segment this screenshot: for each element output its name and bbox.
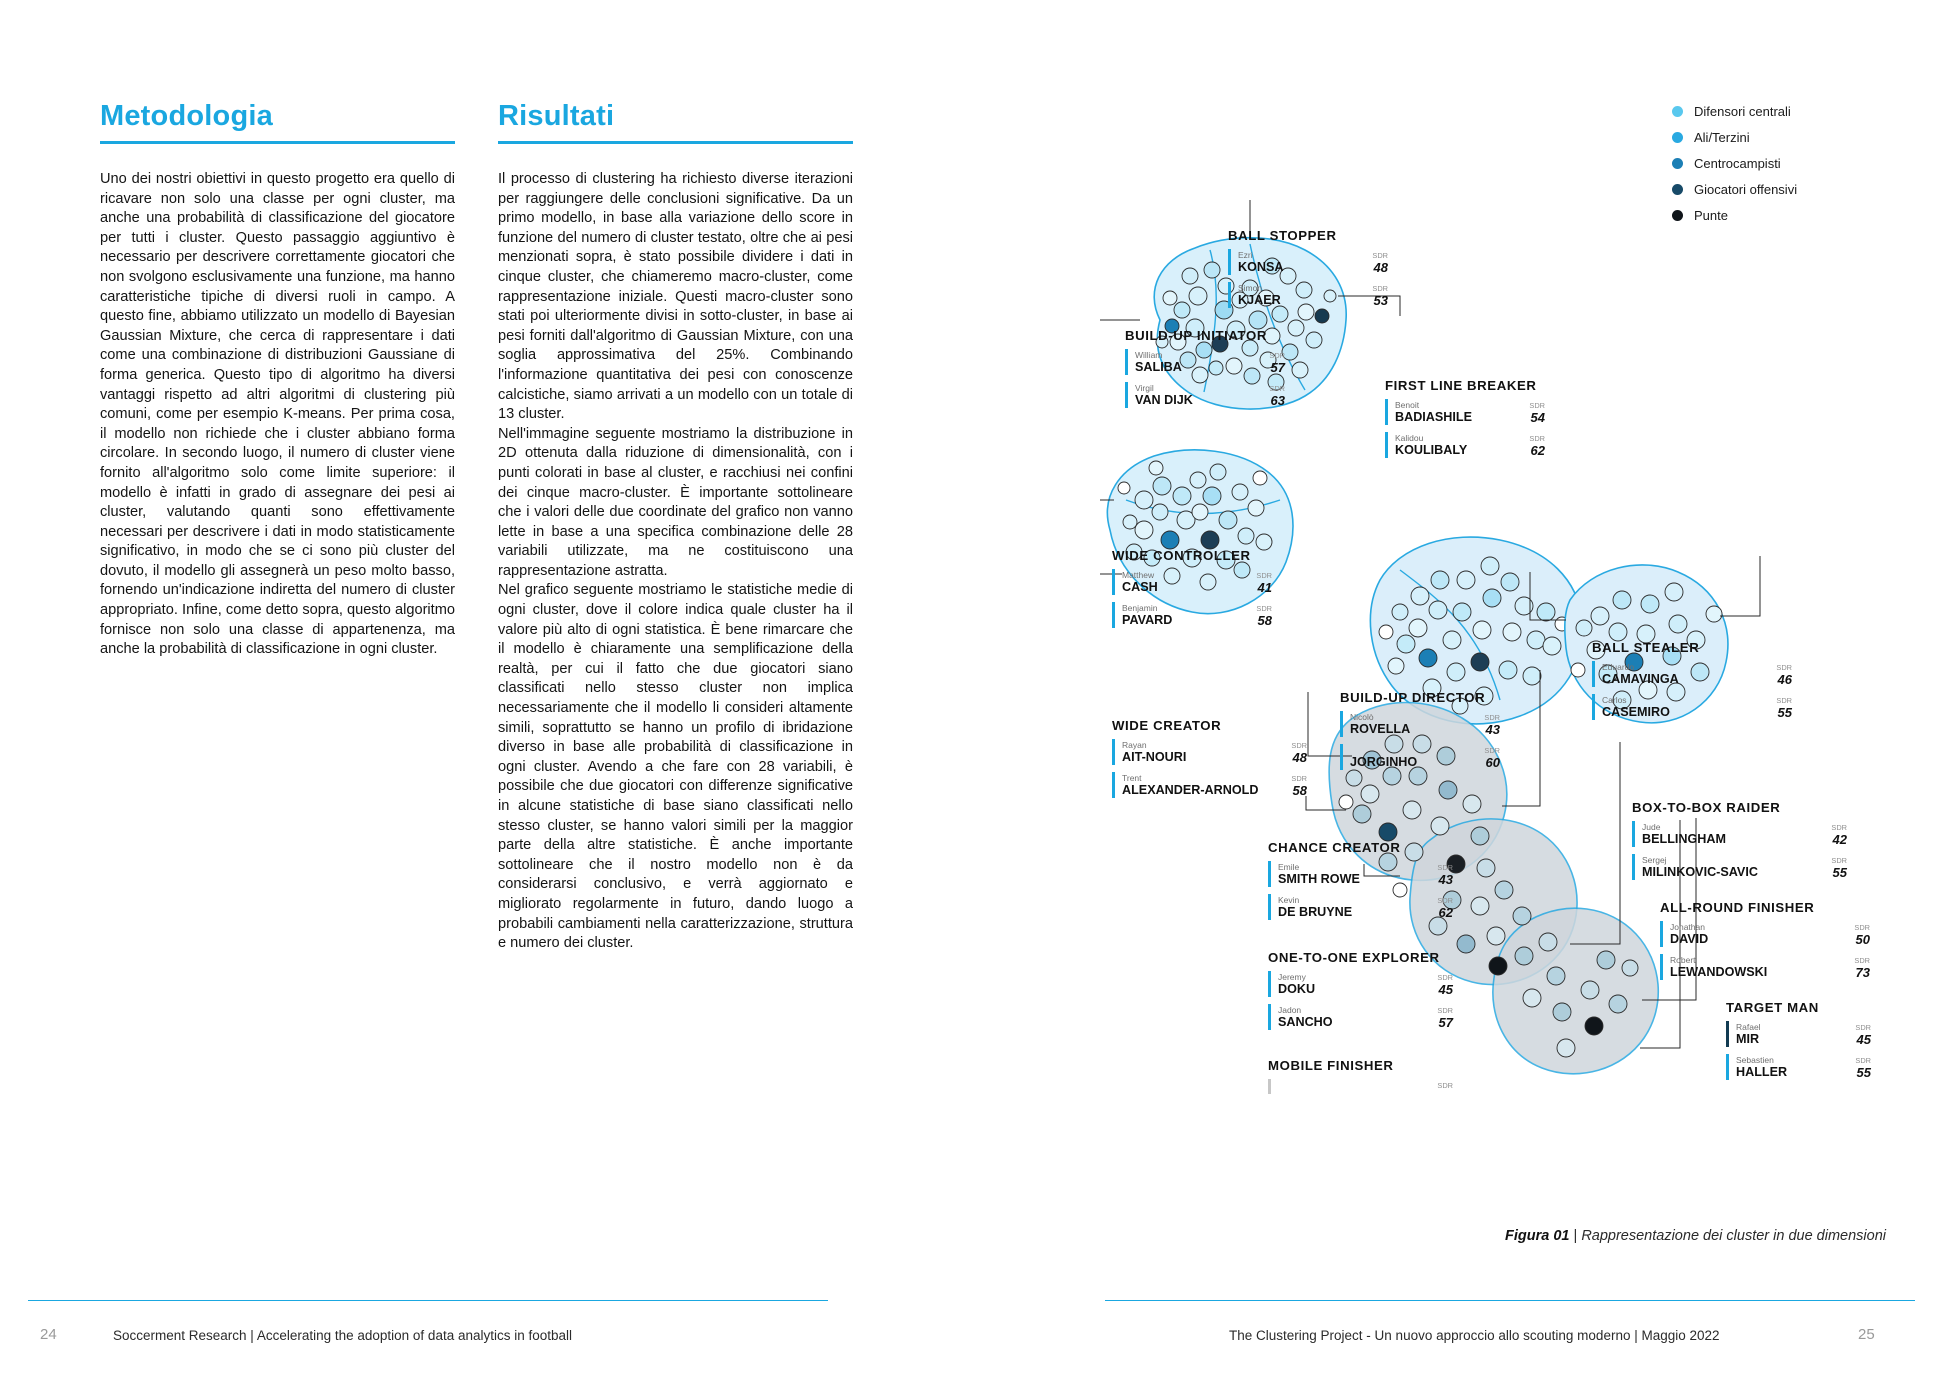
footer-text-right: The Clustering Project - Un nuovo approccio allo scouting moderno | Maggio 2022 [1229, 1328, 1720, 1343]
cluster-title: BOX-TO-BOX RAIDER [1632, 800, 1781, 815]
stat-key: SDR [1437, 1006, 1453, 1015]
player-first-name: Matthew [1122, 570, 1155, 580]
player-row [1112, 772, 1307, 798]
stat-key: SDR [1855, 1023, 1871, 1032]
stat-value: 46 [1777, 672, 1792, 687]
cluster-box-to-box-raider [1632, 800, 1847, 887]
legend-item-label: Difensori centrali [1694, 104, 1791, 119]
paragraph: Il processo di clustering ha richiesto diverse iterazioni per raggiungere delle conclusioni significative. Da un primo modello, in base alla variazione dello score in funzione del numero di cluster testato, oltre che ai pesi menzionati sopra, è stato possibile dividere i dati in cinque cluster, che chiameremo macro-cluster, come rappresentazione iniziale. Questi macro-cluster sono stati poi ulteriormente divisi in sotto-cluster, in base ai pesi forniti dall'algoritmo di Gaussian Mixture, con una soglia approssimativa del 25%. Combinando l'informazione quantitativa dei pesi con conoscenze calcistiche, siamo arrivati a un modello con un totale di 13 cluster. [498, 171, 853, 423]
player-first-name: Nicolò [1350, 712, 1374, 722]
stat-value: 58 [1292, 783, 1307, 798]
player-list [1268, 1079, 1453, 1094]
stat-key: SDR [1256, 571, 1272, 580]
player-list [1385, 399, 1545, 458]
stat-key: SDR [1372, 251, 1388, 260]
cluster-build-up-initiator [1125, 328, 1285, 415]
stat-key: SDR [1776, 696, 1792, 705]
cluster-title: BUILD-UP DIRECTOR [1340, 690, 1486, 705]
legend-color-dot [1672, 184, 1683, 195]
stat-value: 57 [1438, 1015, 1453, 1030]
stat-key: SDR [1437, 1081, 1453, 1090]
player-first-name: Simon [1238, 283, 1263, 293]
player-last-name: HALLER [1736, 1065, 1788, 1079]
player-first-name: Benjamin [1122, 603, 1158, 613]
player-last-name: PAVARD [1122, 613, 1173, 627]
figure-label: Figura 01 [1505, 1228, 1570, 1244]
stat-value: 55 [1832, 865, 1847, 880]
page-title-risultati: Risultati [498, 100, 615, 132]
stat-value: 60 [1485, 755, 1500, 770]
stat-key: SDR [1529, 401, 1545, 410]
cluster-build-up-director [1340, 690, 1500, 777]
player-last-name: DOKU [1278, 982, 1316, 996]
player-last-name: CAMAVINGA [1602, 672, 1679, 686]
player-last-name: ALEXANDER-ARNOLD [1122, 783, 1259, 797]
player-last-name: MIR [1736, 1032, 1760, 1046]
legend-item [1672, 130, 1797, 145]
legend-item [1672, 182, 1797, 197]
player-first-name: William [1135, 350, 1163, 360]
stat-value: 42 [1832, 832, 1847, 847]
player-first-name: Kalidou [1395, 433, 1424, 443]
stat-value: 55 [1777, 705, 1792, 720]
stat-key: SDR [1831, 823, 1847, 832]
cluster-title: WIDE CREATOR [1112, 718, 1222, 733]
stat-value: 63 [1270, 393, 1285, 408]
legend-item-label: Centrocampisti [1694, 156, 1781, 171]
footer-divider-left [28, 1300, 828, 1301]
player-row [1660, 954, 1870, 980]
player-last-name: KOULIBALY [1395, 443, 1468, 457]
page-number-right: 25 [1858, 1326, 1875, 1343]
stat-value: 48 [1292, 750, 1307, 765]
player-last-name: CASEMIRO [1602, 705, 1670, 719]
stat-value: 45 [1438, 982, 1453, 997]
cluster-mobile-finisher [1268, 1058, 1453, 1101]
player-row [1125, 349, 1285, 375]
legend-item-label: Ali/Terzini [1694, 130, 1750, 145]
stat-key: SDR [1776, 663, 1792, 672]
player-row [1268, 1004, 1453, 1030]
player-first-name: Jeremy [1278, 972, 1306, 982]
cluster-title: FIRST LINE BREAKER [1385, 378, 1537, 393]
title-underline [100, 141, 455, 144]
stat-key: SDR [1484, 746, 1500, 755]
player-list [1268, 861, 1453, 920]
cluster-wide-controller [1112, 548, 1272, 635]
player-last-name: DAVID [1670, 932, 1709, 946]
legend-item [1672, 104, 1797, 119]
cluster-one-to-one-explorer [1268, 950, 1453, 1037]
player-last-name: DE BRUYNE [1278, 905, 1353, 919]
player-row [1340, 711, 1500, 737]
player-row [1592, 661, 1792, 687]
stat-value: 43 [1485, 722, 1500, 737]
player-row [1385, 399, 1545, 425]
stat-value: 58 [1257, 613, 1272, 628]
player-last-name: SANCHO [1278, 1015, 1333, 1029]
cluster-title: ONE-TO-ONE EXPLORER [1268, 950, 1440, 965]
title-underline [498, 141, 853, 144]
player-list [1632, 821, 1847, 880]
player-row [1112, 569, 1272, 595]
stat-key: SDR [1269, 351, 1285, 360]
player-first-name: Benoit [1395, 400, 1420, 410]
cluster-all-round-finisher [1660, 900, 1870, 987]
stat-key: SDR [1291, 741, 1307, 750]
stat-value: 62 [1438, 905, 1453, 920]
player-last-name: SALIBA [1135, 360, 1182, 374]
player-first-name: Jadon [1278, 1005, 1302, 1015]
player-row [1228, 249, 1388, 275]
section-risultati [498, 100, 853, 954]
stat-key: SDR [1437, 863, 1453, 872]
paragraph: Nel grafico seguente mostriamo le statistiche medie di ogni cluster, dove il colore indica quale cluster ha il valore più alto di ogni statistica. È bene rimarcare che il modello è chiaramente una semplificazione della realtà, per cui il fatto che due giocatori siano classificati nello stesso cluster non implica necessariamente che il modello li consideri altamente simili, soprattutto se hanno un profilo di ibridazione diverso in base alle probabilità di classificazione in ogni cluster. Avendo a che fare con 28 variabili, è possibile che due giocatori con differenze significative in alcune statistiche di base siano classificati nello stesso cluster, se hanno valori simili per la maggior parte della altre statistiche. È anche importante sottolineare che il nostro modello non è da considerarsi conclusivo, e verrà aggiornato e migliorato regolarmente in futuro, dando luogo a probabili cambiamenti nella caratterizzazione, struttura e numero dei cluster. [498, 582, 853, 952]
player-first-name: Sebastien [1736, 1055, 1774, 1065]
player-first-name: Rafael [1736, 1022, 1761, 1032]
stat-value: 50 [1855, 932, 1870, 947]
cluster-ball-stealer [1592, 640, 1792, 727]
player-list [1268, 971, 1453, 1030]
player-row [1268, 971, 1453, 997]
player-list [1340, 711, 1500, 770]
stat-key: SDR [1269, 384, 1285, 393]
player-row [1112, 602, 1272, 628]
player-first-name: Robert [1670, 955, 1696, 965]
stat-value: 48 [1373, 260, 1388, 275]
player-row [1660, 921, 1870, 947]
player-first-name: Jonathan [1670, 922, 1705, 932]
player-last-name: BADIASHILE [1395, 410, 1472, 424]
player-first-name: Trent [1122, 773, 1142, 783]
cluster-title: CHANCE CREATOR [1268, 840, 1401, 855]
cluster-title: BALL STEALER [1592, 640, 1700, 655]
player-list [1112, 569, 1272, 628]
player-first-name: Emile [1278, 862, 1300, 872]
player-row [1726, 1054, 1871, 1080]
player-row [1726, 1021, 1871, 1047]
player-row [1632, 821, 1847, 847]
cluster-title: BALL STOPPER [1228, 228, 1337, 243]
stat-value: 53 [1373, 293, 1388, 308]
stat-value: 62 [1530, 443, 1545, 458]
player-list [1592, 661, 1792, 720]
stat-value: 73 [1855, 965, 1870, 980]
player-row [1112, 739, 1307, 765]
player-last-name: KJAER [1238, 293, 1281, 307]
player-last-name: BELLINGHAM [1642, 832, 1726, 846]
cluster-title: ALL-ROUND FINISHER [1660, 900, 1815, 915]
player-first-name: Rayan [1122, 740, 1147, 750]
stat-value: 55 [1856, 1065, 1871, 1080]
stat-value: 45 [1856, 1032, 1871, 1047]
player-last-name: ROVELLA [1350, 722, 1411, 736]
stat-key: SDR [1484, 713, 1500, 722]
footer-text-left: Soccerment Research | Accelerating the adoption of data analytics in football [113, 1328, 573, 1343]
stat-key: SDR [1854, 923, 1870, 932]
player-first-name: Ezri [1238, 250, 1253, 260]
player-last-name: CASH [1122, 580, 1158, 594]
cluster-chance-creator [1268, 840, 1453, 927]
page-title-metodologia: Metodologia [100, 100, 273, 132]
player-first-name: Eduardo [1602, 662, 1635, 672]
stat-value: 54 [1530, 410, 1545, 425]
player-last-name: KONSA [1238, 260, 1284, 274]
legend-item-label: Punte [1694, 208, 1728, 223]
paragraph: Uno dei nostri obiettivi in questo progetto era quello di ricavare non solo una classe per ogni cluster, ma anche una probabilità di classificazione del giocatore per tutti i cluster. Questo passaggio aggiuntivo è necessario per descrivere correttamente giocatori che non svolgono esclusivamente una funzione, ma hanno caratteristiche tipiche di diversi ruoli in campo. A questo fine, abbiamo utilizzato un modello di Bayesian Gaussian Mixture, che cerca di rappresentare i dati come una combinazione di distribuzioni Gaussiane di forma generica. Questo tipo di algoritmo ha diversi vantaggi rispetto ad altri algoritmi di clustering più comuni, come per esempio K-means. Per prima cosa, il modello non richiede che i cluster abbiano forma circolare. In secondo luogo, il numero di cluster viene fornito all'algoritmo solo come limite superiore: il modello è infatti in grado di assegnare dei pesi ai cluster, valutando quanti sono effettivamente necessari per descrivere i dati in modo statisticamente significativo, in modo che se ci sono più cluster del dovuto, il modello gli assegnerà un peso molto basso, fornendo un'indicazione indiretta del numero di cluster appropriato. Infine, come detto sopra, questo algoritmo fornisce non solo una classe di appartenenza, ma anche la probabilità di classificazione in ogni cluster. [100, 171, 455, 658]
legend-item-label: Giocatori offensivi [1694, 182, 1798, 197]
cluster-title: MOBILE FINISHER [1268, 1058, 1394, 1073]
stat-key: SDR [1372, 284, 1388, 293]
player-last-name: LEWANDOWSKI [1670, 965, 1768, 979]
cluster-title: WIDE CONTROLLER [1112, 548, 1251, 563]
player-first-name: Carlos [1602, 695, 1627, 705]
cluster-target-man [1726, 1000, 1871, 1087]
player-list [1125, 349, 1285, 408]
stat-key: SDR [1437, 973, 1453, 982]
stat-key: SDR [1291, 774, 1307, 783]
cluster-first-line-breaker [1385, 378, 1545, 465]
paragraph: Nell'immagine seguente mostriamo la distribuzione in 2D ottenuta dalla riduzione di dimensionalità, con i punti colorati in base al cluster, e racchiusi nei confini dei cinque macro-cluster. È importante sottolineare che i valori delle due coordinate del grafico non vanno lette in base a una specifica combinazione delle 28 variabili utilizzate, ma ne costituiscono una rappresentazione astratta. [498, 425, 853, 579]
player-list [1660, 921, 1870, 980]
player-list [1112, 739, 1307, 798]
stat-key: SDR [1831, 856, 1847, 865]
stat-value: 43 [1438, 872, 1453, 887]
player-row [1268, 861, 1453, 887]
cluster-title: BUILD-UP INITIATOR [1125, 328, 1267, 343]
player-row [1340, 744, 1500, 770]
stat-key: SDR [1256, 604, 1272, 613]
player-row [1592, 694, 1792, 720]
stat-key: SDR [1854, 956, 1870, 965]
player-list [1726, 1021, 1871, 1080]
legend-color-dot [1672, 106, 1683, 117]
player-list [1228, 249, 1388, 308]
player-last-name: VAN DIJK [1135, 393, 1193, 407]
player-row [1268, 894, 1453, 920]
player-row [1268, 1079, 1453, 1094]
player-last-name: JORGINHO [1350, 755, 1418, 769]
cluster-ball-stopper [1228, 228, 1388, 315]
stat-key: SDR [1437, 896, 1453, 905]
player-first-name: Virgil [1135, 383, 1154, 393]
player-row [1228, 282, 1388, 308]
player-row [1125, 382, 1285, 408]
figure-caption-text: Rappresentazione dei cluster in due dimensioni [1581, 1228, 1886, 1244]
stat-key: SDR [1855, 1056, 1871, 1065]
player-first-name: Kevin [1278, 895, 1300, 905]
player-row [1385, 432, 1545, 458]
legend-item [1672, 156, 1797, 171]
cluster-title: TARGET MAN [1726, 1000, 1819, 1015]
player-last-name: MILINKOVIC-SAVIC [1642, 865, 1758, 879]
stat-key: SDR [1529, 434, 1545, 443]
stat-value: 57 [1270, 360, 1285, 375]
cluster-wide-creator [1112, 718, 1307, 805]
player-last-name: AIT-NOURI [1122, 750, 1187, 764]
legend-color-dot [1672, 158, 1683, 169]
figure-caption [1505, 1228, 1886, 1244]
page-number-left: 24 [40, 1326, 57, 1343]
stat-value: 41 [1257, 580, 1272, 595]
player-first-name: Sergej [1642, 855, 1667, 865]
figure-separator: | [1573, 1228, 1578, 1244]
player-row [1632, 854, 1847, 880]
footer-divider-right [1105, 1300, 1915, 1301]
player-first-name: Jude [1642, 822, 1661, 832]
section-metodologia [100, 100, 455, 660]
player-last-name: SMITH ROWE [1278, 872, 1360, 886]
legend-color-dot [1672, 132, 1683, 143]
